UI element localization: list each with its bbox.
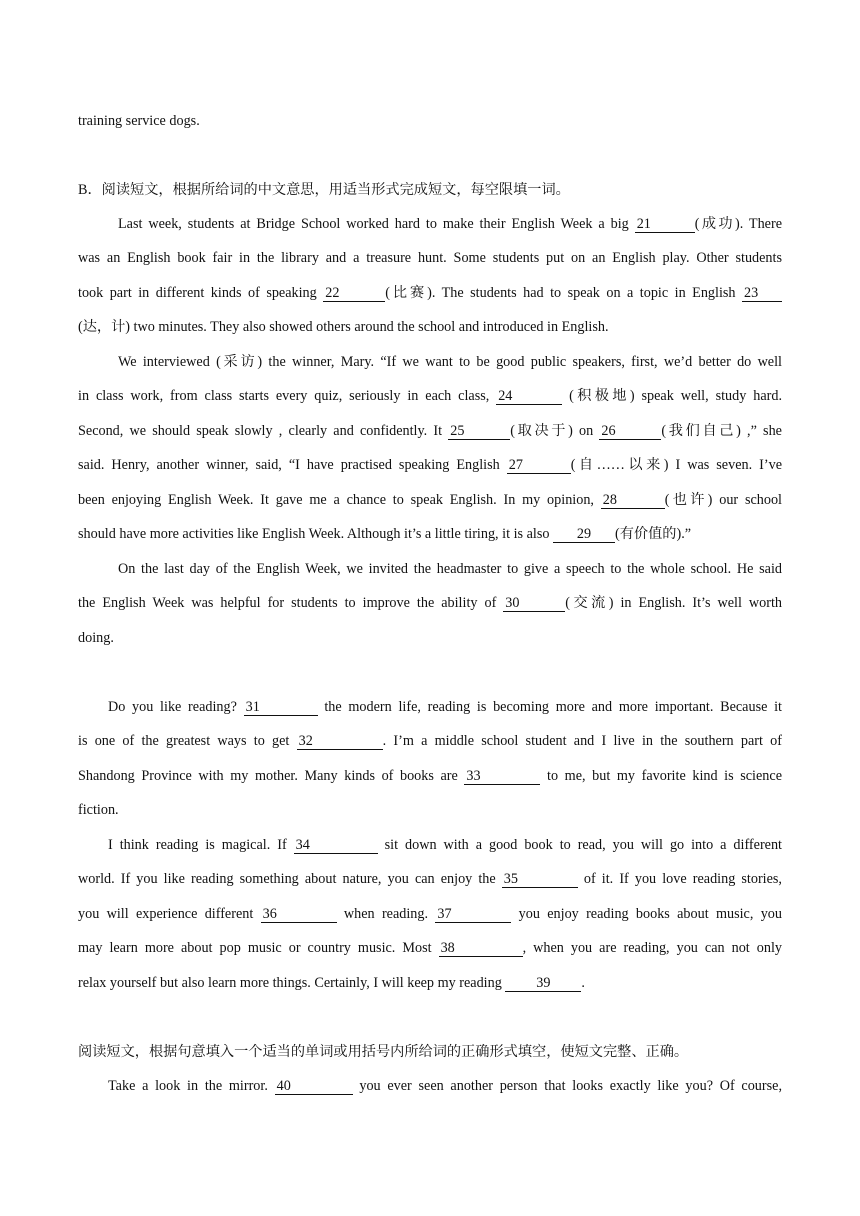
text-line bbox=[78, 904, 782, 924]
text-segment: B．阅读短文，根据所给词的中文意思，用适当形式完成短文，每空限填一词。 bbox=[78, 182, 570, 198]
blank-40[interactable]: 40 bbox=[275, 1078, 353, 1095]
text-line bbox=[118, 559, 782, 579]
text-line bbox=[78, 386, 782, 406]
blank-37[interactable]: 37 bbox=[435, 906, 511, 923]
text-segment: (也许) our school bbox=[664, 492, 782, 508]
blank-39[interactable]: 39 bbox=[505, 975, 581, 992]
text-segment: may learn more about pop music or country music. Most bbox=[78, 940, 439, 956]
text-line bbox=[108, 697, 782, 717]
text-segment: in class work, from class starts every quiz, seriously in each class, bbox=[78, 388, 497, 404]
text-segment: sit down with a good book to read, you will go into a different bbox=[377, 837, 783, 853]
blank-33[interactable]: 33 bbox=[464, 768, 540, 785]
text-line bbox=[78, 317, 782, 337]
text-line bbox=[78, 248, 782, 268]
text-line bbox=[118, 214, 782, 234]
text-segment: you will experience different bbox=[78, 906, 261, 922]
text-segment: (取决于) on bbox=[510, 423, 600, 439]
text-line bbox=[118, 352, 782, 372]
text-segment: Take a look in the mirror. bbox=[108, 1078, 275, 1094]
text-segment: took part in different kinds of speaking bbox=[78, 285, 324, 301]
text-line bbox=[78, 800, 782, 820]
blank-28[interactable]: 28 bbox=[601, 492, 665, 509]
text-line bbox=[78, 455, 782, 475]
text-line bbox=[78, 593, 782, 613]
text-segment: is one of the greatest ways to get bbox=[78, 733, 297, 749]
blank-31[interactable]: 31 bbox=[244, 699, 318, 716]
text-line bbox=[78, 111, 782, 131]
text-segment: We interviewed (采访) the winner, Mary. “If we want to be good public speakers, first, we’d better do well bbox=[118, 354, 782, 370]
text-segment: On the last day of the English Week, we invited the headmaster to give a speech to the whole school. He said bbox=[118, 561, 782, 577]
text-segment: to me, but my favorite kind is science bbox=[540, 768, 782, 784]
blank-21[interactable]: 21 bbox=[635, 216, 695, 233]
text-segment: 阅读短文，根据句意填入一个适当的单词或用括号内所给词的正确形式填空，使短文完整、正确。 bbox=[78, 1044, 689, 1060]
blank-25[interactable]: 25 bbox=[448, 423, 510, 440]
blank-34[interactable]: 34 bbox=[294, 837, 378, 854]
text-segment: doing. bbox=[78, 630, 114, 646]
text-segment: (积极地) speak well, study hard. bbox=[562, 388, 782, 404]
text-segment: (比赛). The students had to speak on a topic in English bbox=[385, 285, 742, 301]
text-line bbox=[78, 490, 782, 510]
blank-32[interactable]: 32 bbox=[297, 733, 383, 750]
text-segment: said. Henry, another winner, said, “I have practised speaking English bbox=[78, 457, 507, 473]
text-segment: should have more activities like English Week. Although it’s a little tiring, it is also bbox=[78, 526, 553, 542]
text-segment: you ever seen another person that looks exactly like you? Of course, bbox=[352, 1078, 782, 1094]
text-segment: Second, we should speak slowly , clearly and confidently. It bbox=[78, 423, 449, 439]
blank-22[interactable]: 22 bbox=[323, 285, 385, 302]
blank-29[interactable]: 29 bbox=[553, 526, 615, 543]
text-line bbox=[78, 766, 782, 786]
text-segment: the English Week was helpful for students to improve the ability of bbox=[78, 595, 504, 611]
text-segment: you enjoy reading books about music, you bbox=[511, 906, 782, 922]
text-segment: (有价值的).” bbox=[615, 526, 692, 542]
text-segment: (成功). There bbox=[694, 216, 782, 232]
text-segment: when reading. bbox=[336, 906, 436, 922]
text-segment: been enjoying English Week. It gave me a chance to speak English. In my opinion, bbox=[78, 492, 601, 508]
section-instruction bbox=[78, 1042, 782, 1062]
text-segment: (交流) in English. It’s well worth bbox=[565, 595, 783, 611]
text-segment: I think reading is magical. If bbox=[108, 837, 294, 853]
text-segment: . I’m a middle school student and I live in the southern part of bbox=[382, 733, 782, 749]
blank-23[interactable]: 23 bbox=[742, 285, 782, 302]
text-segment: training service dogs. bbox=[78, 113, 200, 129]
blank-35[interactable]: 35 bbox=[502, 871, 578, 888]
text-segment: Do you like reading? bbox=[108, 699, 244, 715]
blank-27[interactable]: 27 bbox=[507, 457, 571, 474]
text-segment: Last week, students at Bridge School worked hard to make their English Week a big bbox=[118, 216, 635, 232]
text-line bbox=[108, 835, 782, 855]
blank-38[interactable]: 38 bbox=[439, 940, 523, 957]
blank-24[interactable]: 24 bbox=[496, 388, 562, 405]
text-segment: the modern life, reading is becoming more and more important. Because it bbox=[317, 699, 782, 715]
text-segment: , when you are reading, you can not only bbox=[522, 940, 782, 956]
text-segment: fiction. bbox=[78, 802, 119, 818]
text-line bbox=[78, 973, 782, 993]
text-line bbox=[78, 421, 782, 441]
text-line bbox=[78, 628, 782, 648]
text-line bbox=[78, 283, 782, 303]
text-segment: Shandong Province with my mother. Many kinds of books are bbox=[78, 768, 465, 784]
text-line bbox=[78, 524, 782, 544]
text-segment: was an English book fair in the library and a treasure hunt. Some students put on an English play. Other students bbox=[78, 250, 782, 266]
blank-26[interactable]: 26 bbox=[599, 423, 661, 440]
text-line bbox=[78, 869, 782, 889]
text-segment: relax yourself but also learn more things. Certainly, I will keep my reading bbox=[78, 975, 506, 991]
text-segment: (自……以来) I was seven. I’ve bbox=[570, 457, 782, 473]
text-line bbox=[78, 938, 782, 958]
text-segment: (我们自己) ,” she bbox=[661, 423, 782, 439]
blank-36[interactable]: 36 bbox=[261, 906, 337, 923]
text-line bbox=[78, 731, 782, 751]
text-segment: of it. If you love reading stories, bbox=[577, 871, 782, 887]
text-segment: world. If you like reading something about nature, you can enjoy the bbox=[78, 871, 502, 887]
text-line bbox=[108, 1076, 782, 1096]
text-segment: (达，计) two minutes. They also showed others around the school and introduced in English. bbox=[78, 319, 609, 335]
blank-30[interactable]: 30 bbox=[503, 595, 565, 612]
text-segment: . bbox=[581, 975, 585, 991]
section-b-heading bbox=[78, 180, 782, 200]
